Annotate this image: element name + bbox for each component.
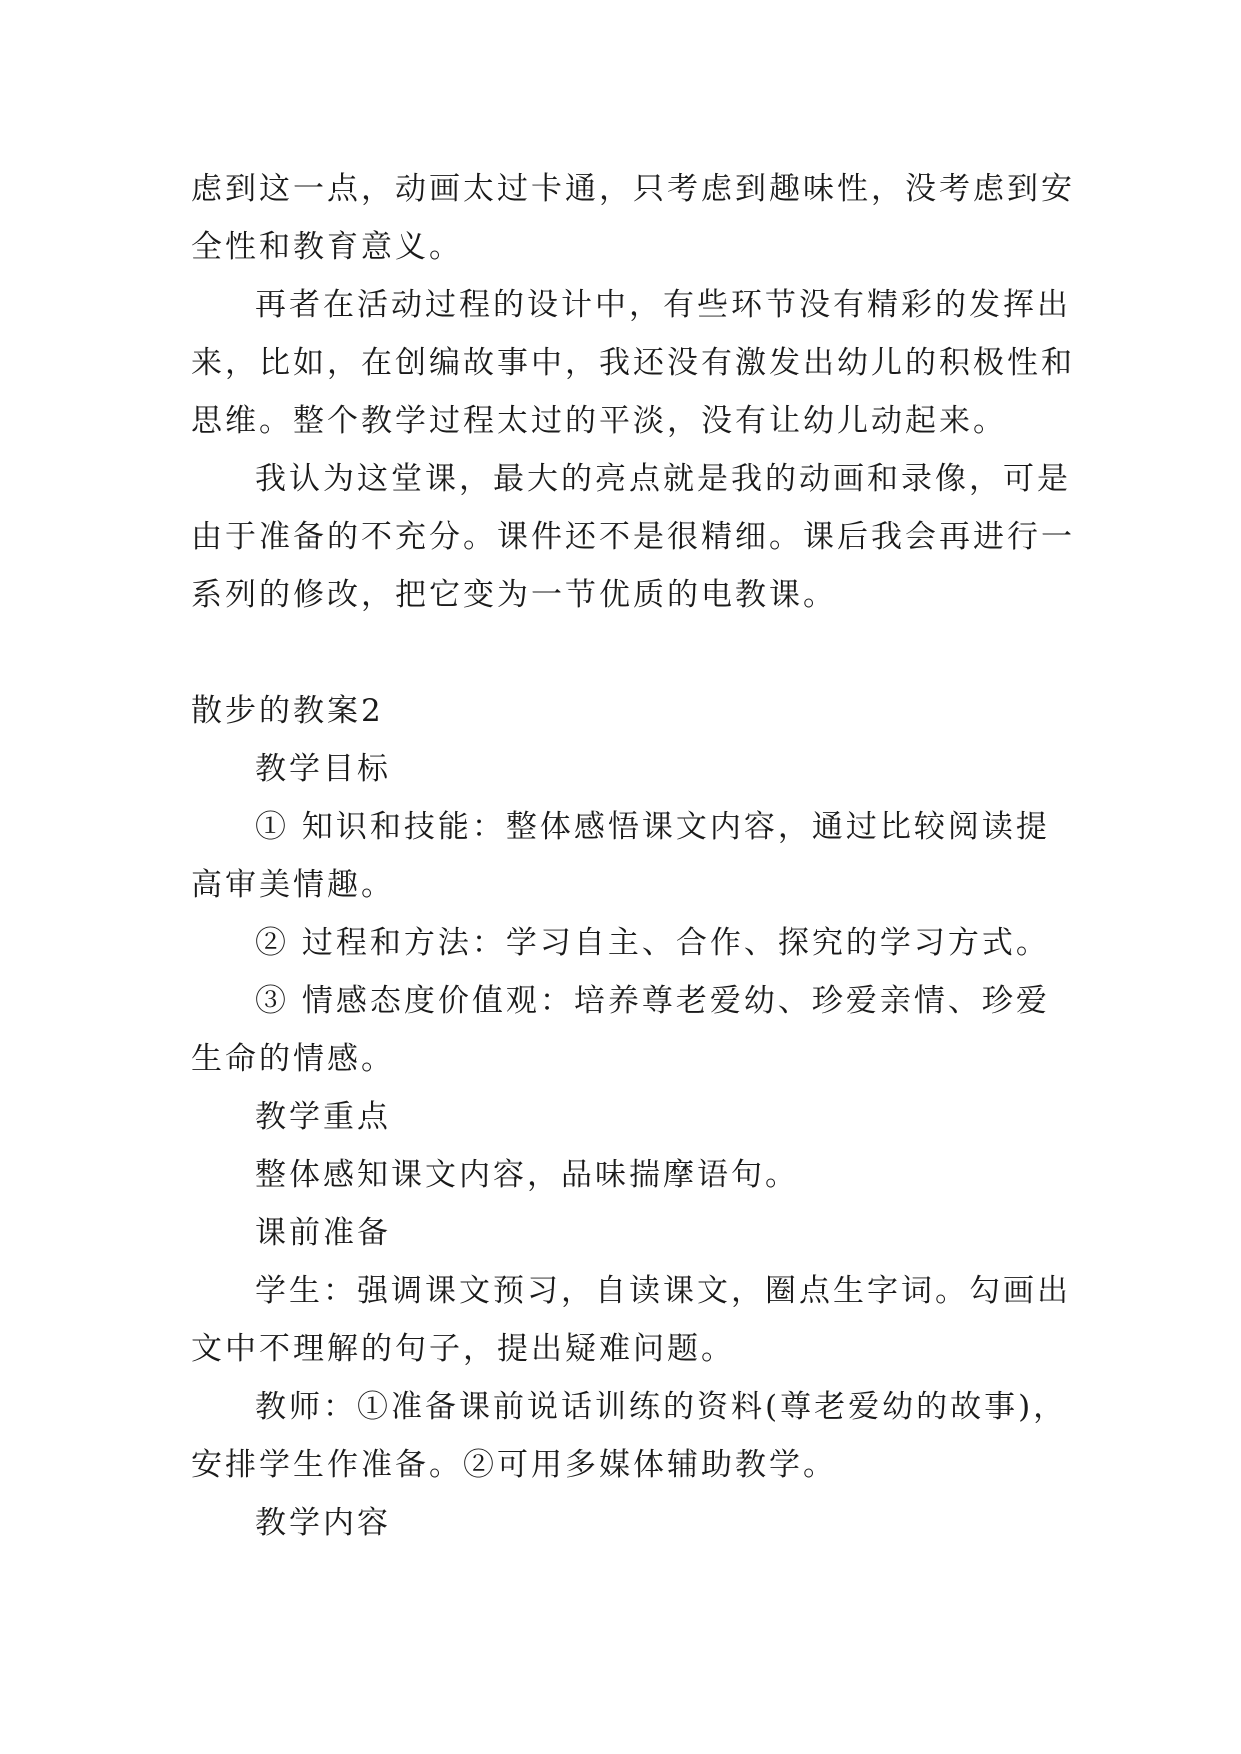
goal-item: ① 知识和技能：整体感悟课文内容，通过比较阅读提 xyxy=(255,809,1050,845)
prep-student: 学生：强调课文预习，自读课文，圈点生字词。勾画出 xyxy=(255,1273,1071,1309)
goal-item: 高审美情趣。 xyxy=(191,867,395,903)
blank-line xyxy=(191,624,1061,682)
paragraph-line: 再者在活动过程的设计中，有些环节没有精彩的发挥出 xyxy=(255,287,1071,323)
paragraph-line: 全性和教育意义。 xyxy=(191,229,463,265)
paragraph-line: 我认为这堂课，最大的亮点就是我的动画和录像，可是 xyxy=(255,461,1071,497)
prep-student: 文中不理解的句子，提出疑难问题。 xyxy=(191,1331,735,1367)
heading-teaching-goals: 教学目标 xyxy=(255,751,391,787)
paragraph-line: 思维。整个教学过程太过的平淡，没有让幼儿动起来。 xyxy=(191,403,1007,439)
heading-teaching-focus: 教学重点 xyxy=(255,1099,391,1135)
goal-item: ② 过程和方法：学习自主、合作、探究的学习方式。 xyxy=(255,925,1050,961)
goal-item: ③ 情感态度价值观：培养尊老爱幼、珍爱亲情、珍爱 xyxy=(255,983,1050,1019)
paragraph-line: 来，比如，在创编故事中，我还没有激发出幼儿的积极性和 xyxy=(191,345,1075,381)
section-title: 散步的教案2 xyxy=(191,693,384,729)
focus-text: 整体感知课文内容，品味揣摩语句。 xyxy=(255,1157,799,1193)
heading-teaching-content: 教学内容 xyxy=(255,1505,391,1541)
document-page xyxy=(191,160,1075,1552)
goal-item: 生命的情感。 xyxy=(191,1041,395,1077)
prep-teacher: 安排学生作准备。②可用多媒体辅助教学。 xyxy=(191,1447,837,1483)
paragraph-line: 虑到这一点，动画太过卡通，只考虑到趣味性，没考虑到安 xyxy=(191,171,1075,207)
paragraph-line: 系列的修改，把它变为一节优质的电教课。 xyxy=(191,577,837,613)
prep-teacher: 教师：①准备课前说话训练的资料(尊老爱幼的故事)， xyxy=(255,1389,1068,1425)
paragraph-line: 由于准备的不充分。课件还不是很精细。课后我会再进行一 xyxy=(191,519,1075,555)
heading-preparation: 课前准备 xyxy=(255,1215,391,1251)
